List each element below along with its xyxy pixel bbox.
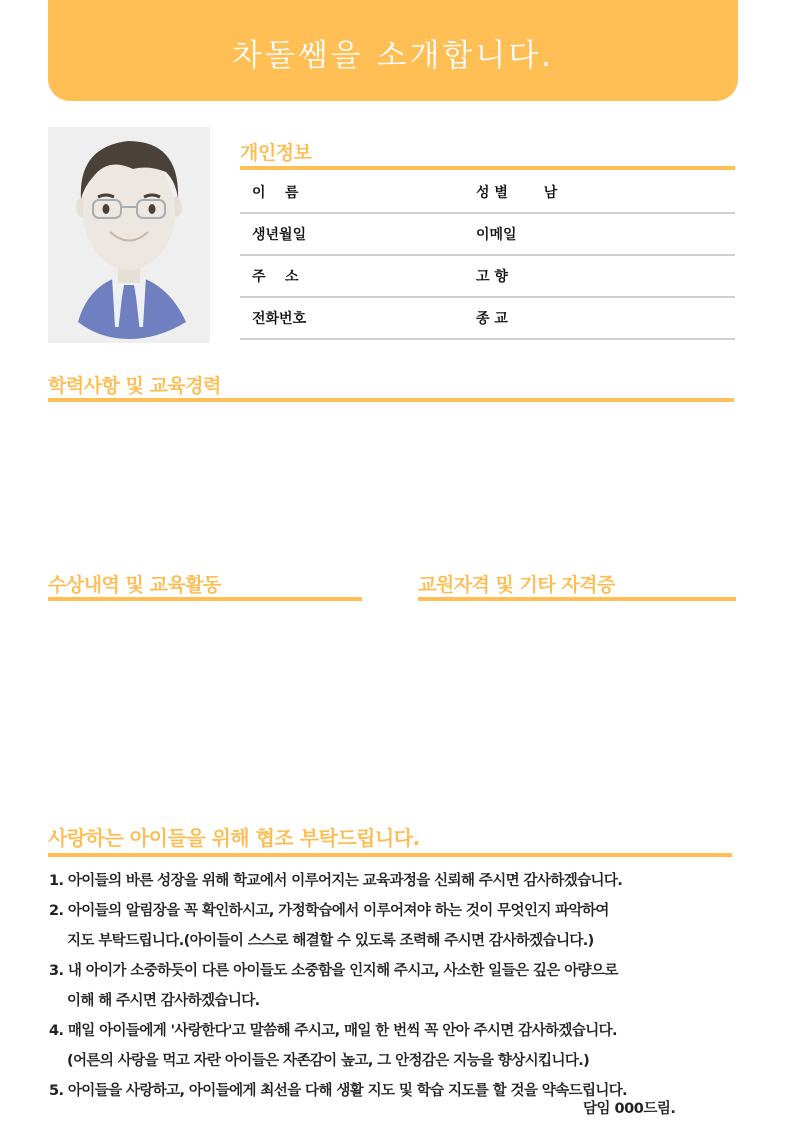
- education-rule: [48, 398, 734, 402]
- note-item: 1. 아이들의 바른 성장을 위해 학교에서 이루어지는 교육과정을 신뢰해 주시면 감사하겠습니다.: [49, 873, 623, 889]
- gender-value: 남: [543, 184, 558, 201]
- awards-title: 수상내역 및 교육활동: [48, 574, 221, 596]
- signature: 담임 000드림.: [583, 1101, 676, 1117]
- page-title: 차돌쌤을 소개합니다.: [231, 38, 555, 74]
- note-item: 2. 아이들의 알림장을 꼭 확인하시고, 가정학습에서 이루어져야 하는 것이 무엇인지 파악하여: [49, 903, 609, 919]
- note-item-continued: (어른의 사랑을 먹고 자란 아이들은 자존감이 높고, 그 안정감은 지능을 향상시킵니다.): [67, 1053, 590, 1069]
- address-label: 주 소: [252, 269, 299, 285]
- info-row-address: [240, 256, 735, 298]
- notes-list: [49, 866, 749, 1106]
- hometown-label: 고 향: [476, 269, 508, 285]
- info-row-birth: [240, 214, 735, 256]
- awards-rule: [48, 597, 362, 601]
- personal-info-table: [240, 171, 735, 340]
- note-item: 5. 아이들을 사랑하고, 아이들에게 최선을 다해 생활 지도 및 학습 지도를 할 것을 약속드립니다.: [49, 1083, 628, 1099]
- education-title: 학력사항 및 교육경력: [48, 375, 221, 397]
- email-label: 이메일: [476, 227, 517, 243]
- teacher-photo: [48, 127, 210, 343]
- avatar-icon: [48, 127, 210, 343]
- info-row-name: [240, 171, 735, 214]
- gender-label: 성 별: [476, 184, 508, 201]
- phone-label: 전화번호: [252, 311, 307, 327]
- certificates-rule: [418, 597, 736, 601]
- name-label: 이 름: [252, 184, 299, 201]
- personal-info-title: 개인정보: [240, 142, 312, 164]
- info-row-phone: [240, 298, 735, 340]
- certificates-title: 교원자격 및 기타 자격증: [418, 574, 615, 596]
- personal-info-rule: [240, 166, 735, 170]
- note-item-continued: 이해 해 주시면 감사하겠습니다.: [67, 993, 260, 1009]
- page-header: [48, 0, 738, 101]
- note-item: 3. 내 아이가 소중하듯이 다른 아이들도 소중함을 인지해 주시고, 사소한 일들은 깊은 아량으로: [49, 963, 618, 979]
- note-item: 4. 매일 아이들에게 '사랑한다'고 말씀해 주시고, 매일 한 번씩 꼭 안아 주시면 감사하겠습니다.: [49, 1023, 617, 1039]
- religion-label: 종 교: [476, 311, 508, 327]
- request-title: 사랑하는 아이들을 위해 협조 부탁드립니다.: [48, 826, 420, 850]
- birthdate-label: 생년월일: [252, 227, 307, 243]
- request-rule: [48, 853, 732, 857]
- note-item-continued: 지도 부탁드립니다.(아이들이 스스로 해결할 수 있도록 조력해 주시면 감사하겠습니다.): [67, 933, 594, 949]
